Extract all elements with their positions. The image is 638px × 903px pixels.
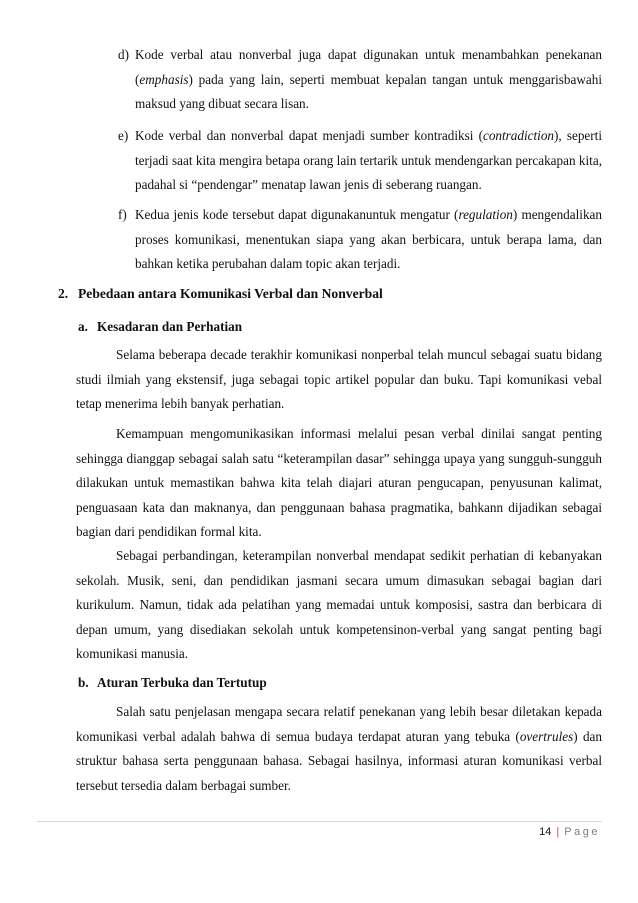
page-number: 14 (539, 826, 552, 838)
paragraph: Kemampuan mengomunikasikan informasi melalui pesan verbal dinilai sangat penting sehingga dianggap sebagai salah satu “keterampilan dasar” sehingga upaya yang sungguh-sungguh dilakukan untuk memastikan bahwa kita telah diajari aturan pengucapan, penyusunan kalimat, penguasaan kata dan maknanya, dan penggunaan bahasa pragmatika, bahkann dijadikan sebagai bagian dari pendidikan formal kita. (76, 426, 602, 539)
subsection-title: Aturan Terbuka dan Tertutup (97, 675, 267, 690)
emphasis-term: emphasis (139, 71, 189, 87)
page-label: Page (564, 826, 600, 838)
page-footer (539, 826, 600, 838)
footer-divider (37, 821, 602, 822)
list-item-text: Kedua jenis kode tersebut dapat digunakanuntuk mengatur (regulation) mengendalikan proses komunikasi, menentukan siapa yang akan berbicara, untuk berapa lama, dan bahkan ketika perubahan dalam topic akan terjadi. (135, 207, 603, 271)
section-heading (58, 284, 383, 304)
footer-separator: | (556, 826, 560, 838)
paragraph: Salah satu penjelasan mengapa secara relatif penekanan yang lebih besar diletakan kepada komunikasi verbal adalah bahwa di semua budaya terdapat aturan yang tebuka (overtrules) dan struktur bahasa serta penggunaan bahasa. Sebagai hasilnya, informasi aturan komunikasi verbal tersebut tersedia dalam berbagai sumber. (76, 704, 602, 793)
list-item-label: e) (118, 128, 129, 143)
list-item-text: Kode verbal dan nonverbal dapat menjadi sumber kontradiksi (contradiction), seperti terjadi saat kita mengira betapa orang lain tertarik untuk mendengarkan percakapan kita, padahal si “pendengar” menatap lawan jenis di seberang ruangan. (135, 128, 603, 192)
list-item-f (118, 203, 602, 277)
list-item-e (118, 124, 602, 198)
paragraph: Selama beberapa decade terakhir komunikasi nonperbal telah muncul sebagai suatu bidang studi ilmiah yang ekstensif, juga sebagai topic artikel popular dan buku. Tapi komunikasi vebal tetap menerima lebih banyak perhatian. (76, 347, 602, 411)
subsection-title: Kesadaran dan Perhatian (97, 319, 243, 334)
list-item-d (118, 43, 602, 117)
emphasis-term: regulation (458, 207, 513, 222)
subsection-label: a. (78, 319, 88, 334)
emphasis-term: contradiction (482, 128, 555, 143)
list-item-label: d) (118, 47, 129, 62)
section-number: 2. (58, 286, 69, 301)
section-title: Pebedaan antara Komunikasi Verbal dan Nonverbal (78, 286, 383, 301)
subsection-label: b. (78, 675, 89, 690)
subsection-heading-a (78, 317, 242, 337)
list-item-label: f) (118, 207, 127, 222)
emphasis-term: overtrules (519, 728, 574, 744)
list-item-text: Kode verbal atau nonverbal juga dapat digunakan untuk menambahkan penekanan (emphasis) pada yang lain, seperti membuat kepalan tangan untuk menggarisbawahi maksud yang dibuat secara lisan. (135, 47, 602, 111)
subsection-heading-b (78, 673, 267, 693)
paragraph: Sebagai perbandingan, keterampilan nonverbal mendapat sedikit perhatian di kebanyakan sekolah. Musik, seni, dan pendidikan jasmani secara umum dimasukan sebagai bagian dari kurikulum. Namun, tidak ada pelatihan yang memadai untuk komposisi, sastra dan berbicara di depan umum, yang disediakan sekolah untuk kompetensinon-verbal yang sangat penting bagi komunikasi manusia. (76, 548, 602, 661)
